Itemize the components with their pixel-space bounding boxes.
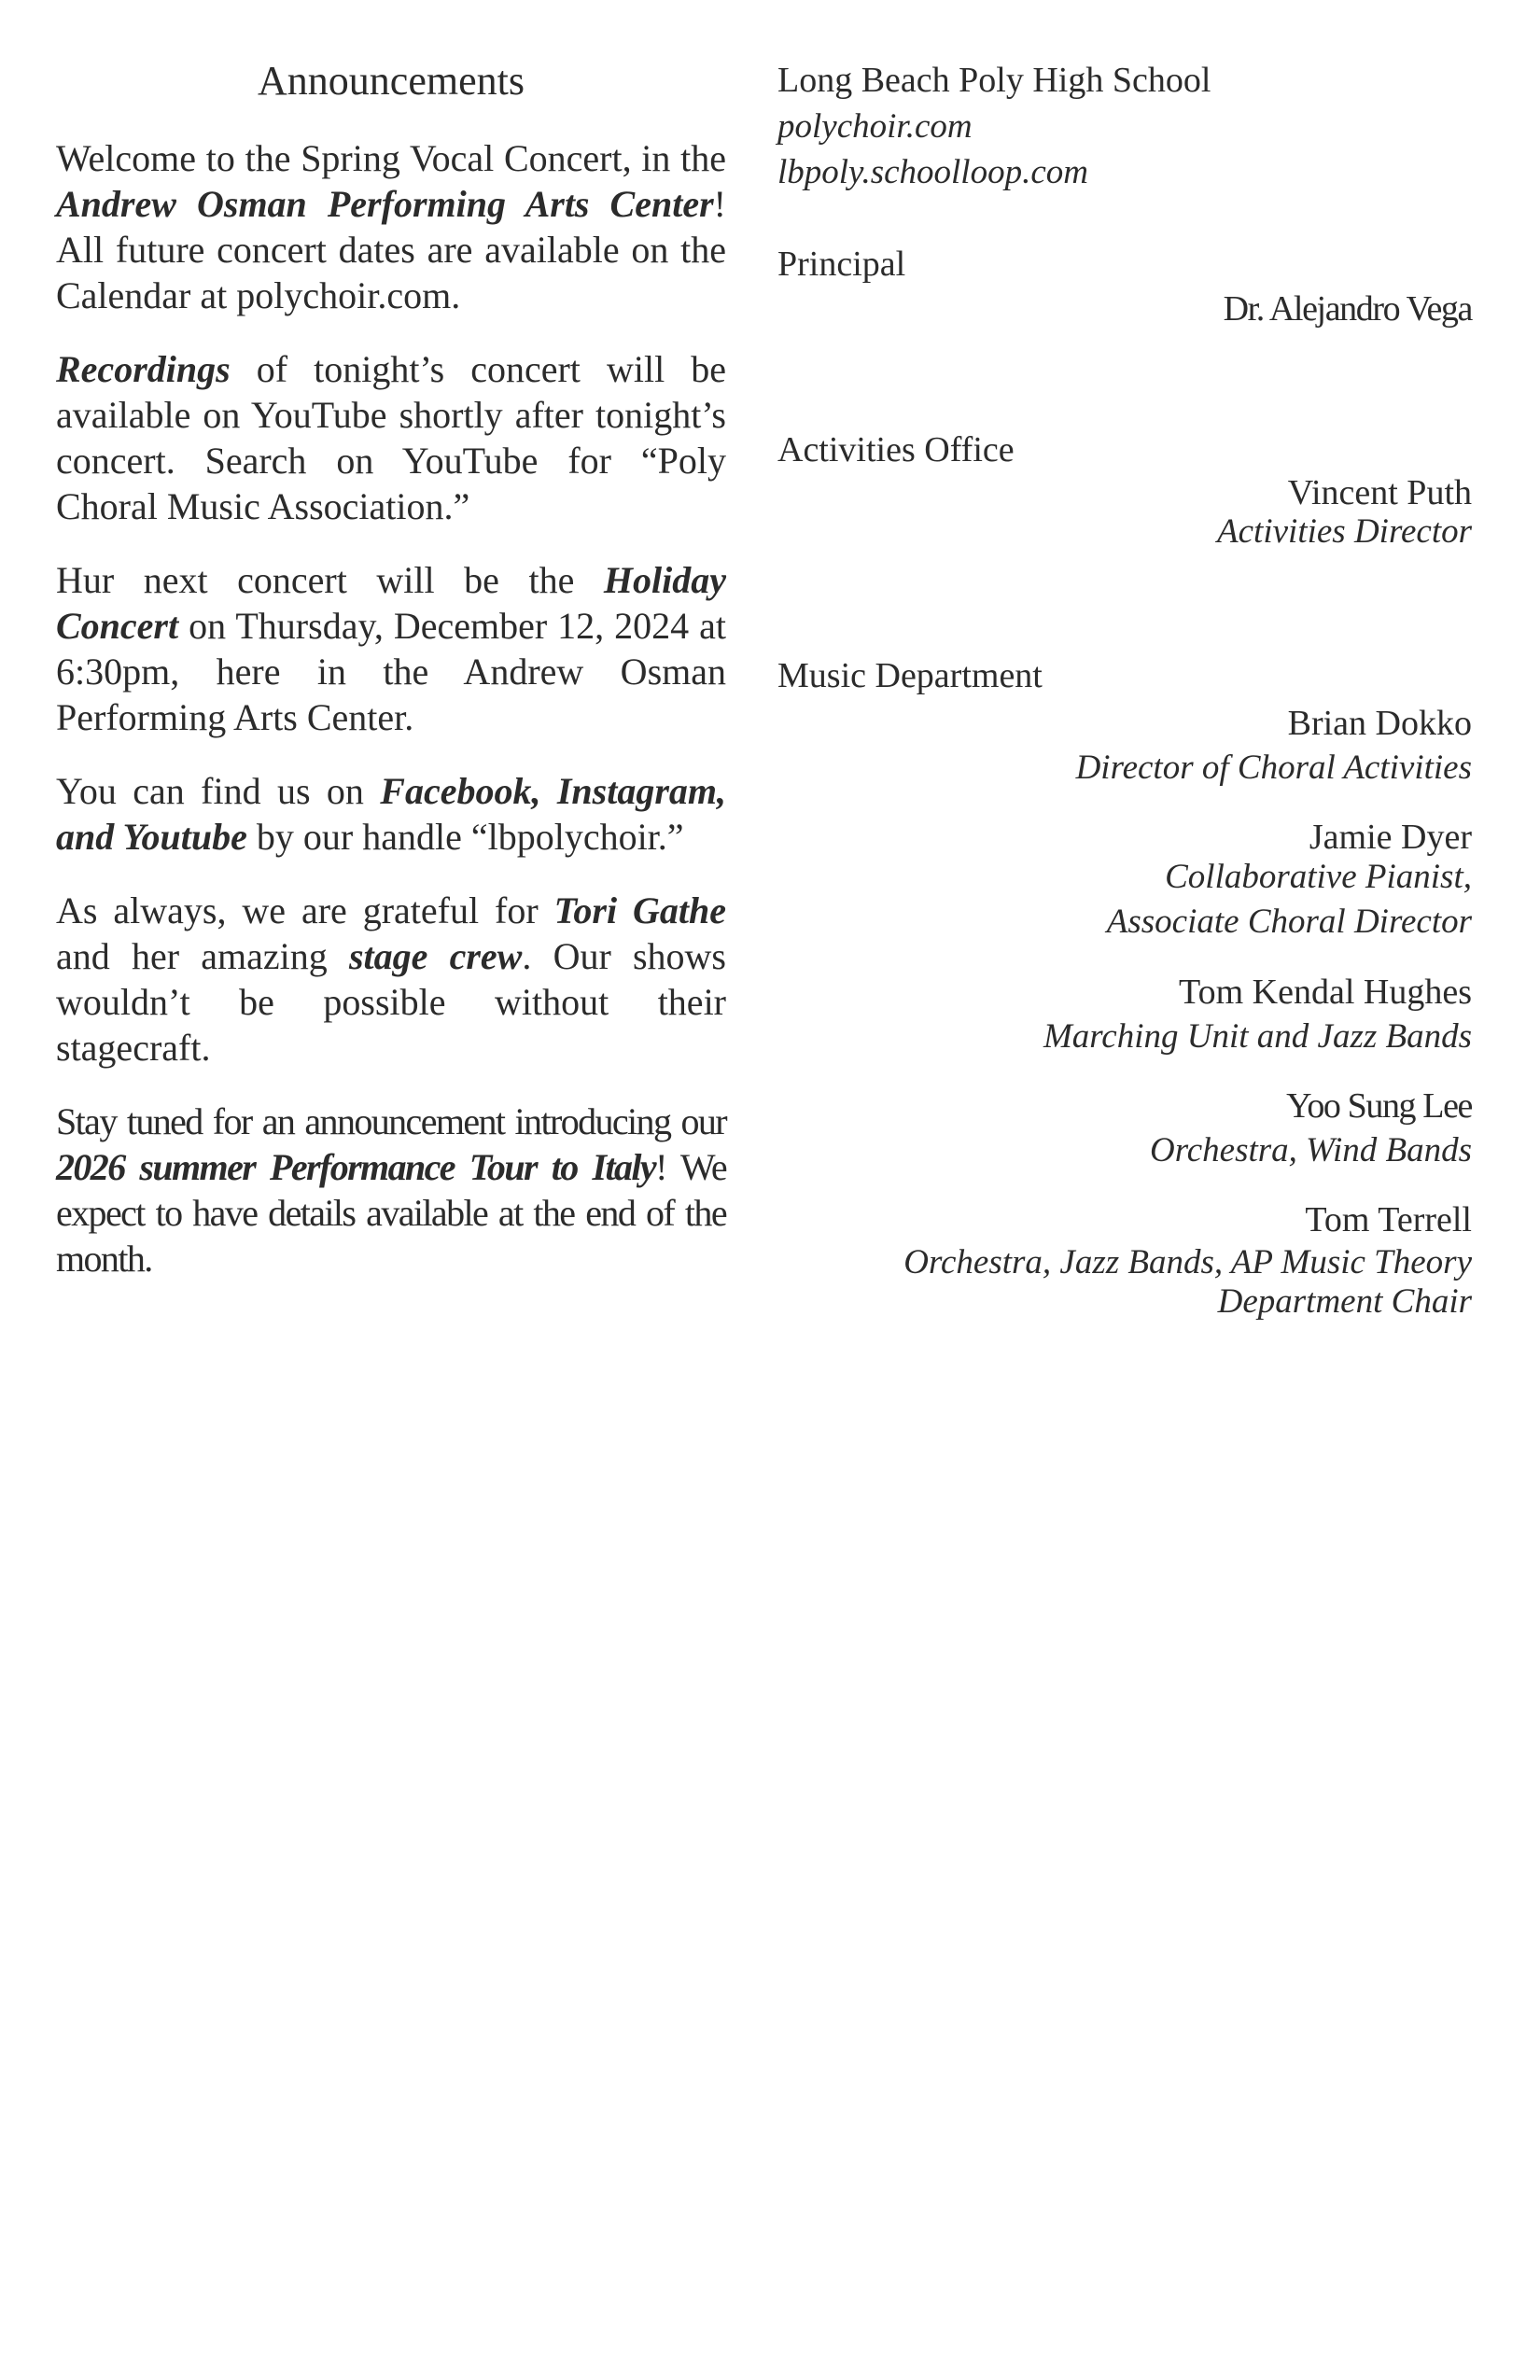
venue-name: Andrew Osman Performing Arts Center [56, 182, 714, 225]
music-staff-entry [777, 1197, 1472, 1321]
gratitude-text-1: As always, we are grateful for [56, 889, 554, 931]
staff-role: Marching Unit and Jazz Bands [1043, 1017, 1472, 1056]
gratitude-paragraph [56, 888, 726, 1071]
stage-crew-emphasis: stage crew [348, 934, 523, 977]
recordings-text: of tonight’s concert will be available on YouTube shortly after tonight’s concert. Search on YouTube for “Poly Choral Music Association.” [56, 347, 726, 527]
gratitude-text-2: and her amazing [56, 934, 349, 977]
tour-text-1: Stay tuned for an announcement introducing our [56, 1099, 726, 1142]
staff-role: Orchestra, Wind Bands [1150, 1131, 1472, 1169]
staff-name: Yoo Sung Lee [1286, 1086, 1472, 1126]
principal-heading: Principal [777, 245, 906, 284]
social-platforms-emphasis: Facebook, Instagram, and Youtube [56, 769, 726, 858]
next-concert-text-2: on Thursday, December 12, 2024 at 6:30pm, here in the Andrew Osman Performing Arts Center. [56, 604, 726, 738]
school-name: Long Beach Poly High School [777, 61, 1211, 100]
crew-lead-emphasis: Tori Gathe [553, 889, 726, 931]
welcome-paragraph [56, 135, 726, 318]
staff-role-line-2: Department Chair [1217, 1282, 1472, 1321]
tour-text-2: ! We expect to have details available at the end of the month. [56, 1145, 726, 1280]
announcements-column [56, 58, 726, 1309]
staff-name: Tom Kendal Hughes [1179, 973, 1472, 1012]
activities-heading: Activities Office [777, 430, 1015, 469]
next-concert-text-1: Hur next concert will be the [56, 558, 604, 601]
staff-role: Director of Choral Activities [1075, 749, 1472, 787]
music-staff-entry [777, 970, 1472, 1059]
announcements-title: Announcements [258, 58, 525, 104]
social-text-2: by our handle “lbpolychoir.” [246, 815, 684, 858]
activities-entry [777, 471, 1472, 550]
staff-column [777, 58, 1472, 1321]
principal-name: Dr. Alejandro Vega [1223, 289, 1472, 329]
activities-director-role: Activities Director [1217, 512, 1472, 551]
gratitude-text-3: . Our shows wouldn’t be possible without their stagecraft. [56, 934, 727, 1069]
staff-name: Tom Terrell [1305, 1200, 1472, 1239]
holiday-concert-emphasis: Holiday Concert [56, 558, 726, 647]
music-heading: Music Department [777, 656, 1043, 695]
recordings-emphasis: Recordings [56, 347, 231, 390]
choir-website: polychoir.com [777, 107, 973, 146]
staff-name: Brian Dokko [1287, 704, 1472, 743]
music-staff-entry [777, 1084, 1472, 1173]
staff-role: Orchestra, Jazz Bands, AP Music Theory [903, 1243, 1472, 1281]
music-staff-entry [777, 819, 1472, 945]
school-website: lbpoly.schoolloop.com [777, 153, 1088, 191]
tour-paragraph [56, 1099, 726, 1281]
staff-role: Collaborative Pianist, [1165, 858, 1472, 896]
principal-entry [777, 287, 1472, 330]
next-concert-paragraph [56, 557, 726, 740]
activities-director-name: Vincent Puth [1287, 473, 1472, 512]
social-text-1: You can find us on [56, 769, 381, 812]
staff-name: Jamie Dyer [1309, 818, 1472, 857]
welcome-text-1: Welcome to the Spring Vocal Concert, in the [56, 136, 726, 179]
welcome-text-2: ! All future concert dates are available on the Calendar at polychoir.com. [56, 182, 726, 316]
staff-role-line-2: Associate Choral Director [1106, 903, 1472, 941]
recordings-paragraph [56, 346, 726, 529]
social-paragraph [56, 768, 726, 860]
music-staff-entry [777, 701, 1472, 791]
tour-emphasis: 2026 summer Performance Tour to Italy [56, 1145, 656, 1188]
